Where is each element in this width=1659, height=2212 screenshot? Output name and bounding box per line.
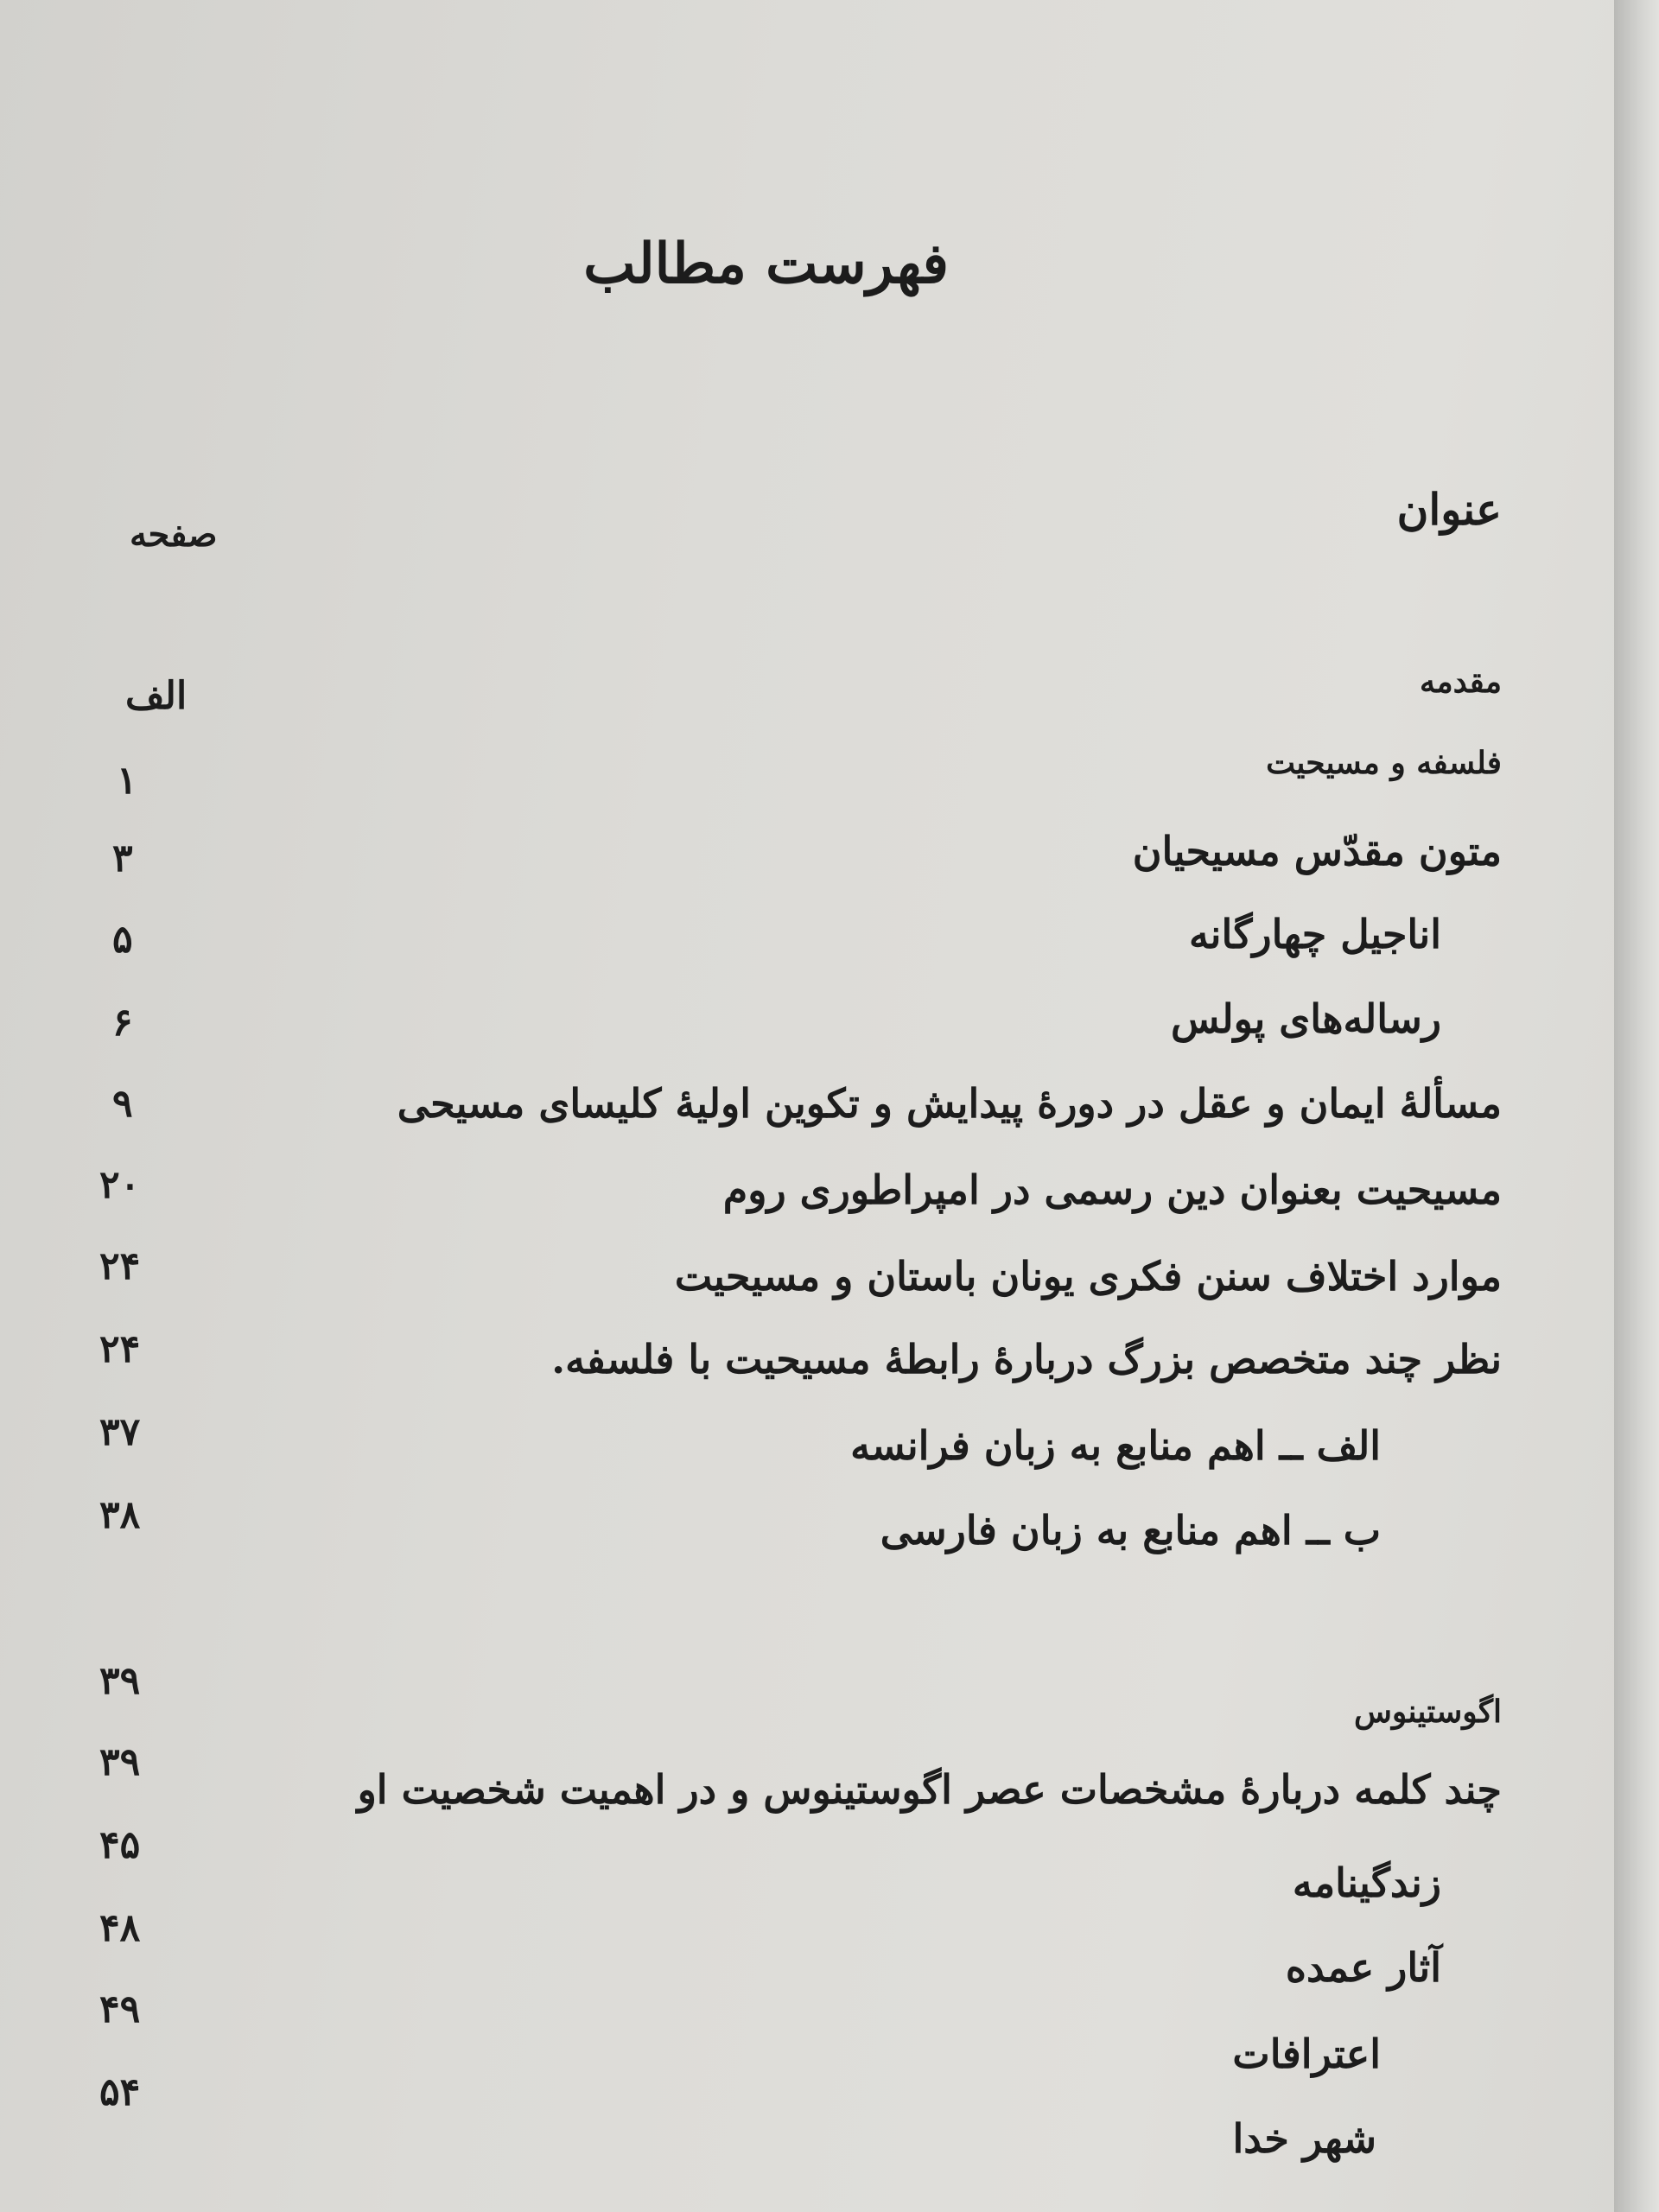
page-number: ۵ — [112, 918, 133, 962]
page-number: ۴۸ — [99, 1906, 141, 1950]
page-number: ۵۴ — [99, 2070, 141, 2114]
page-number: ۳۹ — [99, 1740, 141, 1784]
page-number: ۲۴ — [99, 1244, 141, 1288]
page-title: فهرست مطالب — [583, 232, 949, 296]
page-number: ۶ — [112, 1001, 133, 1045]
page-number: ۳ — [112, 836, 133, 880]
toc-entry: آثار عمده — [1285, 1944, 1441, 1991]
page-number: ۱ — [117, 759, 137, 803]
page-number: ۴۵ — [99, 1823, 141, 1867]
page-number: الف — [125, 674, 188, 718]
toc-entry: مقدمه — [1420, 664, 1502, 700]
toc-entry: رساله‌های پولس — [1171, 995, 1441, 1042]
toc-entry: اگوستینوس — [1353, 1694, 1502, 1730]
page-edge-shadow — [1614, 0, 1659, 2212]
toc-entry: زندگینامه — [1292, 1859, 1441, 1906]
page-number: ۴۹ — [99, 1987, 141, 2031]
title-column-header: عنوان — [1396, 484, 1502, 535]
page-number: ۲۰ — [99, 1163, 141, 1207]
toc-entry: نظر چند متخصص بزرگ دربارهٔ رابطهٔ مسیحیت با فلسفه. — [551, 1336, 1502, 1382]
toc-entry: الف ــ اهم منابع به زبان فرانسه — [850, 1422, 1381, 1469]
toc-entry: متون مقدّس مسیحیان — [1132, 828, 1502, 874]
page-column-header: صفحه — [130, 514, 218, 555]
toc-entry: موارد اختلاف سنن فکری یونان باستان و مسیحیت — [674, 1253, 1502, 1300]
page-number: ۲۴ — [99, 1327, 141, 1371]
toc-entry: مسیحیت بعنوان دین رسمی در امپراطوری روم — [722, 1166, 1502, 1213]
page-number: ۳۸ — [99, 1493, 141, 1537]
page-number: ۳۹ — [99, 1659, 141, 1703]
toc-entry: ب ــ اهم منابع به زبان فارسی — [880, 1507, 1381, 1554]
toc-entry: اعترافات — [1232, 2031, 1381, 2077]
toc-entry: شهر خدا — [1232, 2115, 1376, 2162]
toc-entry: فلسفه و مسیحیت — [1266, 745, 1502, 781]
page-number: ۳۷ — [99, 1410, 141, 1454]
toc-entry: اناجیل چهارگانه — [1188, 911, 1441, 957]
toc-entry: چند کلمه دربارهٔ مشخصات عصر اگوستینوس و در اهمیت شخصیت او — [357, 1766, 1502, 1813]
page-number: ۹ — [112, 1082, 133, 1126]
toc-entry: مسألهٔ ایمان و عقل در دورهٔ پیدایش و تکوین اولیهٔ کلیسای مسیحی — [397, 1080, 1502, 1127]
